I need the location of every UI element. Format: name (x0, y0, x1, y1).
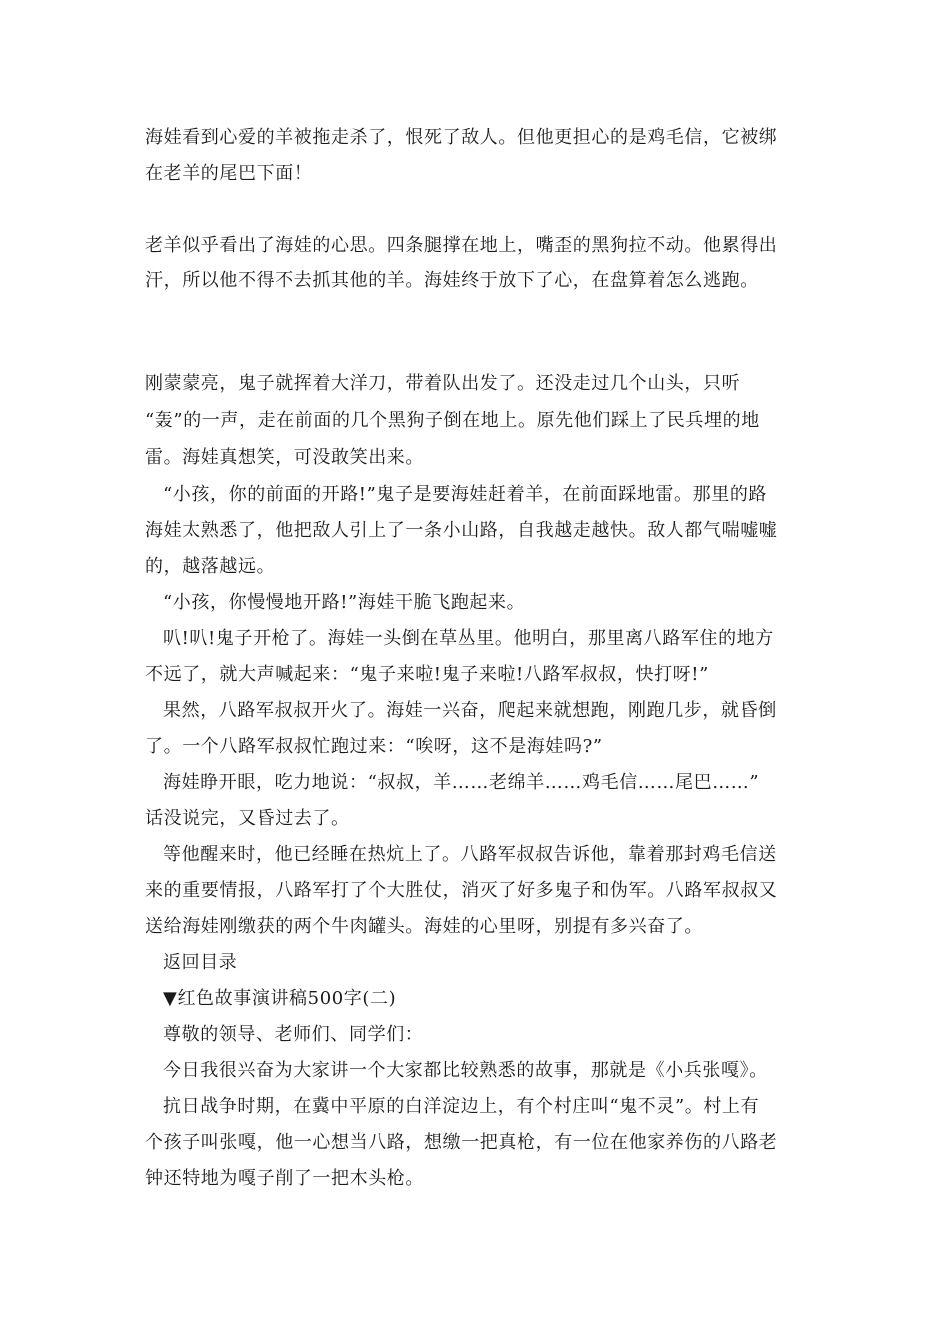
paragraph-line: 个孩子叫张嘎，他一心想当八路，想缴一把真枪，有一位在他家养伤的八路老 (145, 1132, 778, 1153)
paragraph-line: 刚蒙蒙亮，鬼子就挥着大洋刀，带着队出发了。还没走过几个山头，只听 (145, 373, 741, 394)
paragraph-line: 了。一个八路军叔叔忙跑过来：“唉呀，这不是海娃吗?” (145, 736, 603, 757)
paragraph-line: 抗日战争时期，在冀中平原的白洋淀边上，有个村庄叫“鬼不灵”。村上有 (163, 1096, 760, 1117)
paragraph-line: 汗，所以他不得不去抓其他的羊。海娃终于放下了心，在盘算着怎么逃跑。 (145, 270, 759, 291)
paragraph-line: 在老羊的尾巴下面！ (145, 163, 313, 184)
paragraph-line: “小孩，你慢慢地开路!”海娃干脆飞跑起来。 (163, 592, 526, 613)
paragraph-line: 果然，八路军叔叔开火了。海娃一兴奋，爬起来就想跑，刚跑几步，就昏倒 (163, 700, 777, 721)
paragraph-line: 来的重要情报，八路军打了个大胜仗，消灭了好多鬼子和伪军。八路军叔叔又 (145, 880, 778, 901)
paragraph-line: “小孩，你的前面的开路!”鬼子是要海娃赶着羊，在前面踩地雷。那里的路 (163, 484, 768, 505)
paragraph-line: 海娃看到心爱的羊被拖走杀了，恨死了敌人。但他更担心的是鸡毛信，它被绑 (145, 127, 778, 148)
back-to-contents-link[interactable]: 返回目录 (163, 952, 238, 973)
paragraph-line: 钟还特地为嘎子削了一把木头枪。 (145, 1168, 424, 1189)
salutation: 尊敬的领导、老师们、同学们： (163, 1024, 424, 1045)
paragraph-line: 老羊似乎看出了海娃的心思。四条腿撑在地上，嘴歪的黑狗拉不动。他累得出 (145, 235, 778, 256)
paragraph-line: 今日我很兴奋为大家讲一个大家都比较熟悉的故事，那就是《小兵张嘎》。 (163, 1060, 768, 1081)
paragraph-line: 叭!叭!鬼子开枪了。海娃一头倒在草丛里。他明白，那里离八路军住的地方 (163, 628, 774, 649)
paragraph-line: 等他醒来时，他已经睡在热炕上了。八路军叔叔告诉他，靠着那封鸡毛信送 (163, 844, 777, 865)
paragraph-line: 的，越落越远。 (145, 556, 276, 577)
paragraph-line: 送给海娃刚缴获的两个牛肉罐头。海娃的心里呀，别提有多兴奋了。 (145, 916, 703, 937)
paragraph-line: 雷。海娃真想笑，可没敢笑出来。 (145, 447, 424, 468)
paragraph-line: 海娃太熟悉了，他把敌人引上了一条小山路，自我越走越快。敌人都气喘嘘嘘 (145, 520, 778, 541)
paragraph-line: 话没说完，又昏过去了。 (145, 808, 350, 829)
paragraph-line: 不远了，就大声喊起来：“鬼子来啦!鬼子来啦!八路军叔叔，快打呀!” (145, 664, 709, 685)
paragraph-line: 海娃睁开眼，吃力地说：“叔叔，羊……老绵羊……鸡毛信……尾巴……” (163, 772, 760, 793)
section-heading: ▼红色故事演讲稿500字(二) (163, 988, 397, 1009)
paragraph-line: “轰”的一声，走在前面的几个黑狗子倒在地上。原先他们踩上了民兵埋的地 (145, 410, 760, 431)
